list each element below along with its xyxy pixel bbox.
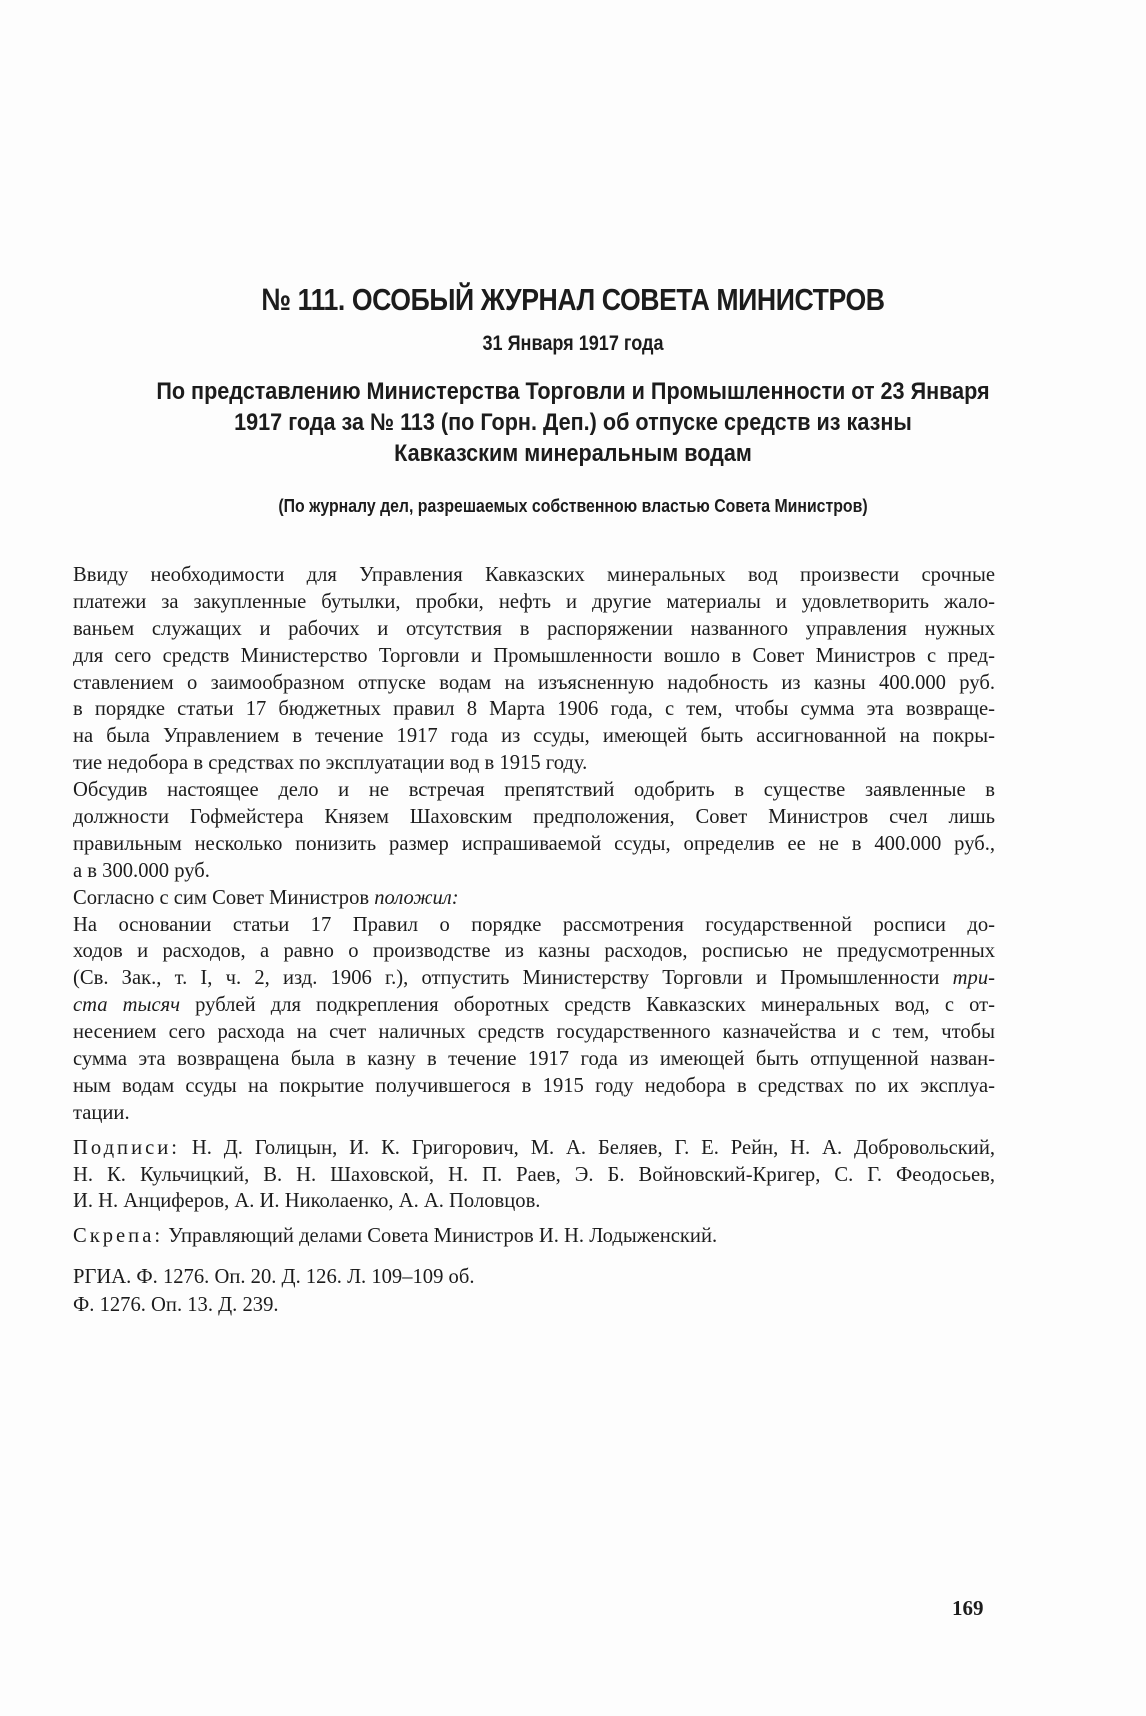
document-note: (По журналу дел, разрешаемых собственною властью Совета Министров) (278, 496, 868, 516)
document-title: № 111. ОСОБЫЙ ЖУРНАЛ СОВЕТА МИНИСТРОВ (261, 282, 885, 317)
resolution-intro (73, 885, 995, 912)
archive-reference: Ф. 1276. Оп. 13. Д. 239. (73, 1294, 279, 1316)
paragraph-text: рублей для подкрепления оборотных средств Кавказских минеральных вод, с от- (180, 994, 995, 1017)
paragraph-italic: ста тысяч (73, 994, 181, 1017)
paragraph-line: ходов и расходов, а равно о производстве из казны расходов, росписью не предусмотренных (73, 940, 995, 963)
subject-line: 1917 года за № 113 (по Горн. Деп.) об отпуске средств из казны (234, 409, 912, 436)
paragraph-line: в порядке статьи 17 бюджетных правил 8 Марта 1906 года, с тем, чтобы сумма эта возвраще- (73, 698, 995, 721)
paragraph-line: ставлением о заимообразном отпуске водам на изъясненную надобность из казны 400.000 руб. (73, 671, 995, 694)
paragraph-italic: три- (952, 967, 995, 990)
paragraph-line: на была Управлением в течение 1917 года из ссуды, имеющей быть ассигнованной на покры- (73, 725, 995, 748)
signatures-line: И. Н. Анциферов, А. И. Николаенко, А. А. Половцов. (73, 1190, 541, 1213)
archive-references (73, 1263, 474, 1319)
paragraph-line: тации. (73, 1101, 130, 1124)
paragraph-line: должности Гофмейстера Князем Шаховским предположения, Совет Министров счел лишь (73, 806, 995, 829)
document-subject (111, 376, 1034, 469)
page-number: 169 (952, 1596, 984, 1620)
paragraph-line (73, 965, 995, 992)
skrepa-label: Скрепа: (73, 1225, 164, 1248)
document-body (73, 562, 995, 1250)
paragraph-line (73, 992, 995, 1019)
paragraph-line: несением сего расхода на счет наличных средств государственного казначейства и с тем, чтобы (73, 1021, 995, 1044)
paragraph-line: платежи за закупленные бутылки, пробки, нефть и другие материалы и удовлетворить жало- (73, 590, 995, 613)
paragraph-line: ваньем служащих и рабочих и отсутствия в распоряжении названного управления нужных (73, 617, 995, 640)
paragraph-line: ным водам ссуды на покрытие получившегося в 1915 году недобора в средствах по их эксплуа- (73, 1074, 995, 1097)
paragraph-line: Ввиду необходимости для Управления Кавказских минеральных вод произвести срочные (73, 564, 995, 586)
archive-reference: РГИА. Ф. 1276. Оп. 20. Д. 126. Л. 109–109 об. (73, 1266, 475, 1288)
paragraph-line: сумма эта возвращена была в казну в течение 1917 года из имеющей быть отпущенной назван- (73, 1048, 995, 1071)
signatures-line: Н. К. Кульчицкий, В. Н. Шаховской, Н. П. Раев, Э. Б. Войновский-Кригер, С. Г. Феодосьев, (73, 1163, 995, 1186)
signatures-text: Н. Д. Голицын, И. К. Григорович, М. А. Беляев, Г. Е. Рейн, Н. А. Добровольский, (179, 1136, 995, 1159)
paragraph-line: а в 300.000 руб. (73, 859, 210, 882)
subject-line: Кавказским минеральным водам (394, 440, 752, 467)
skrepa-text: Управляющий делами Совета Министров И. Н. Лодыженский. (163, 1225, 718, 1248)
paragraph-line: Обсудив настоящее дело и не встречая препятствий одобрить в существе заявленные в (73, 779, 995, 802)
paragraph-line: для сего средств Министерство Торговли и Промышленности вошло в Совет Министров с пред- (73, 644, 995, 667)
paragraph-line: На основании статьи 17 Правил о порядке рассмотрения государственной росписи до- (73, 913, 995, 936)
resolution-intro-text: Согласно с сим Совет Министров (73, 886, 375, 909)
skrepa-line (73, 1223, 995, 1250)
paragraph-text: (Св. Зак., т. I, ч. 2, изд. 1906 г.), отпустить Министерству Торговли и Промышленности (73, 967, 953, 990)
document-date: 31 Января 1917 года (482, 332, 664, 355)
paragraph-line: тие недобора в средствах по эксплуатации вод в 1915 году. (73, 752, 588, 775)
signatures-line (73, 1135, 995, 1162)
subject-line: По представлению Министерства Торговли и Промышленности от 23 Января (156, 378, 990, 405)
paragraph-line: правильным несколько понизить размер испрашиваемой ссуды, определив ее не в 400.000 руб., (73, 832, 995, 855)
signatures-label: Подписи: (73, 1136, 180, 1159)
resolution-keyword: положил: (374, 886, 459, 909)
